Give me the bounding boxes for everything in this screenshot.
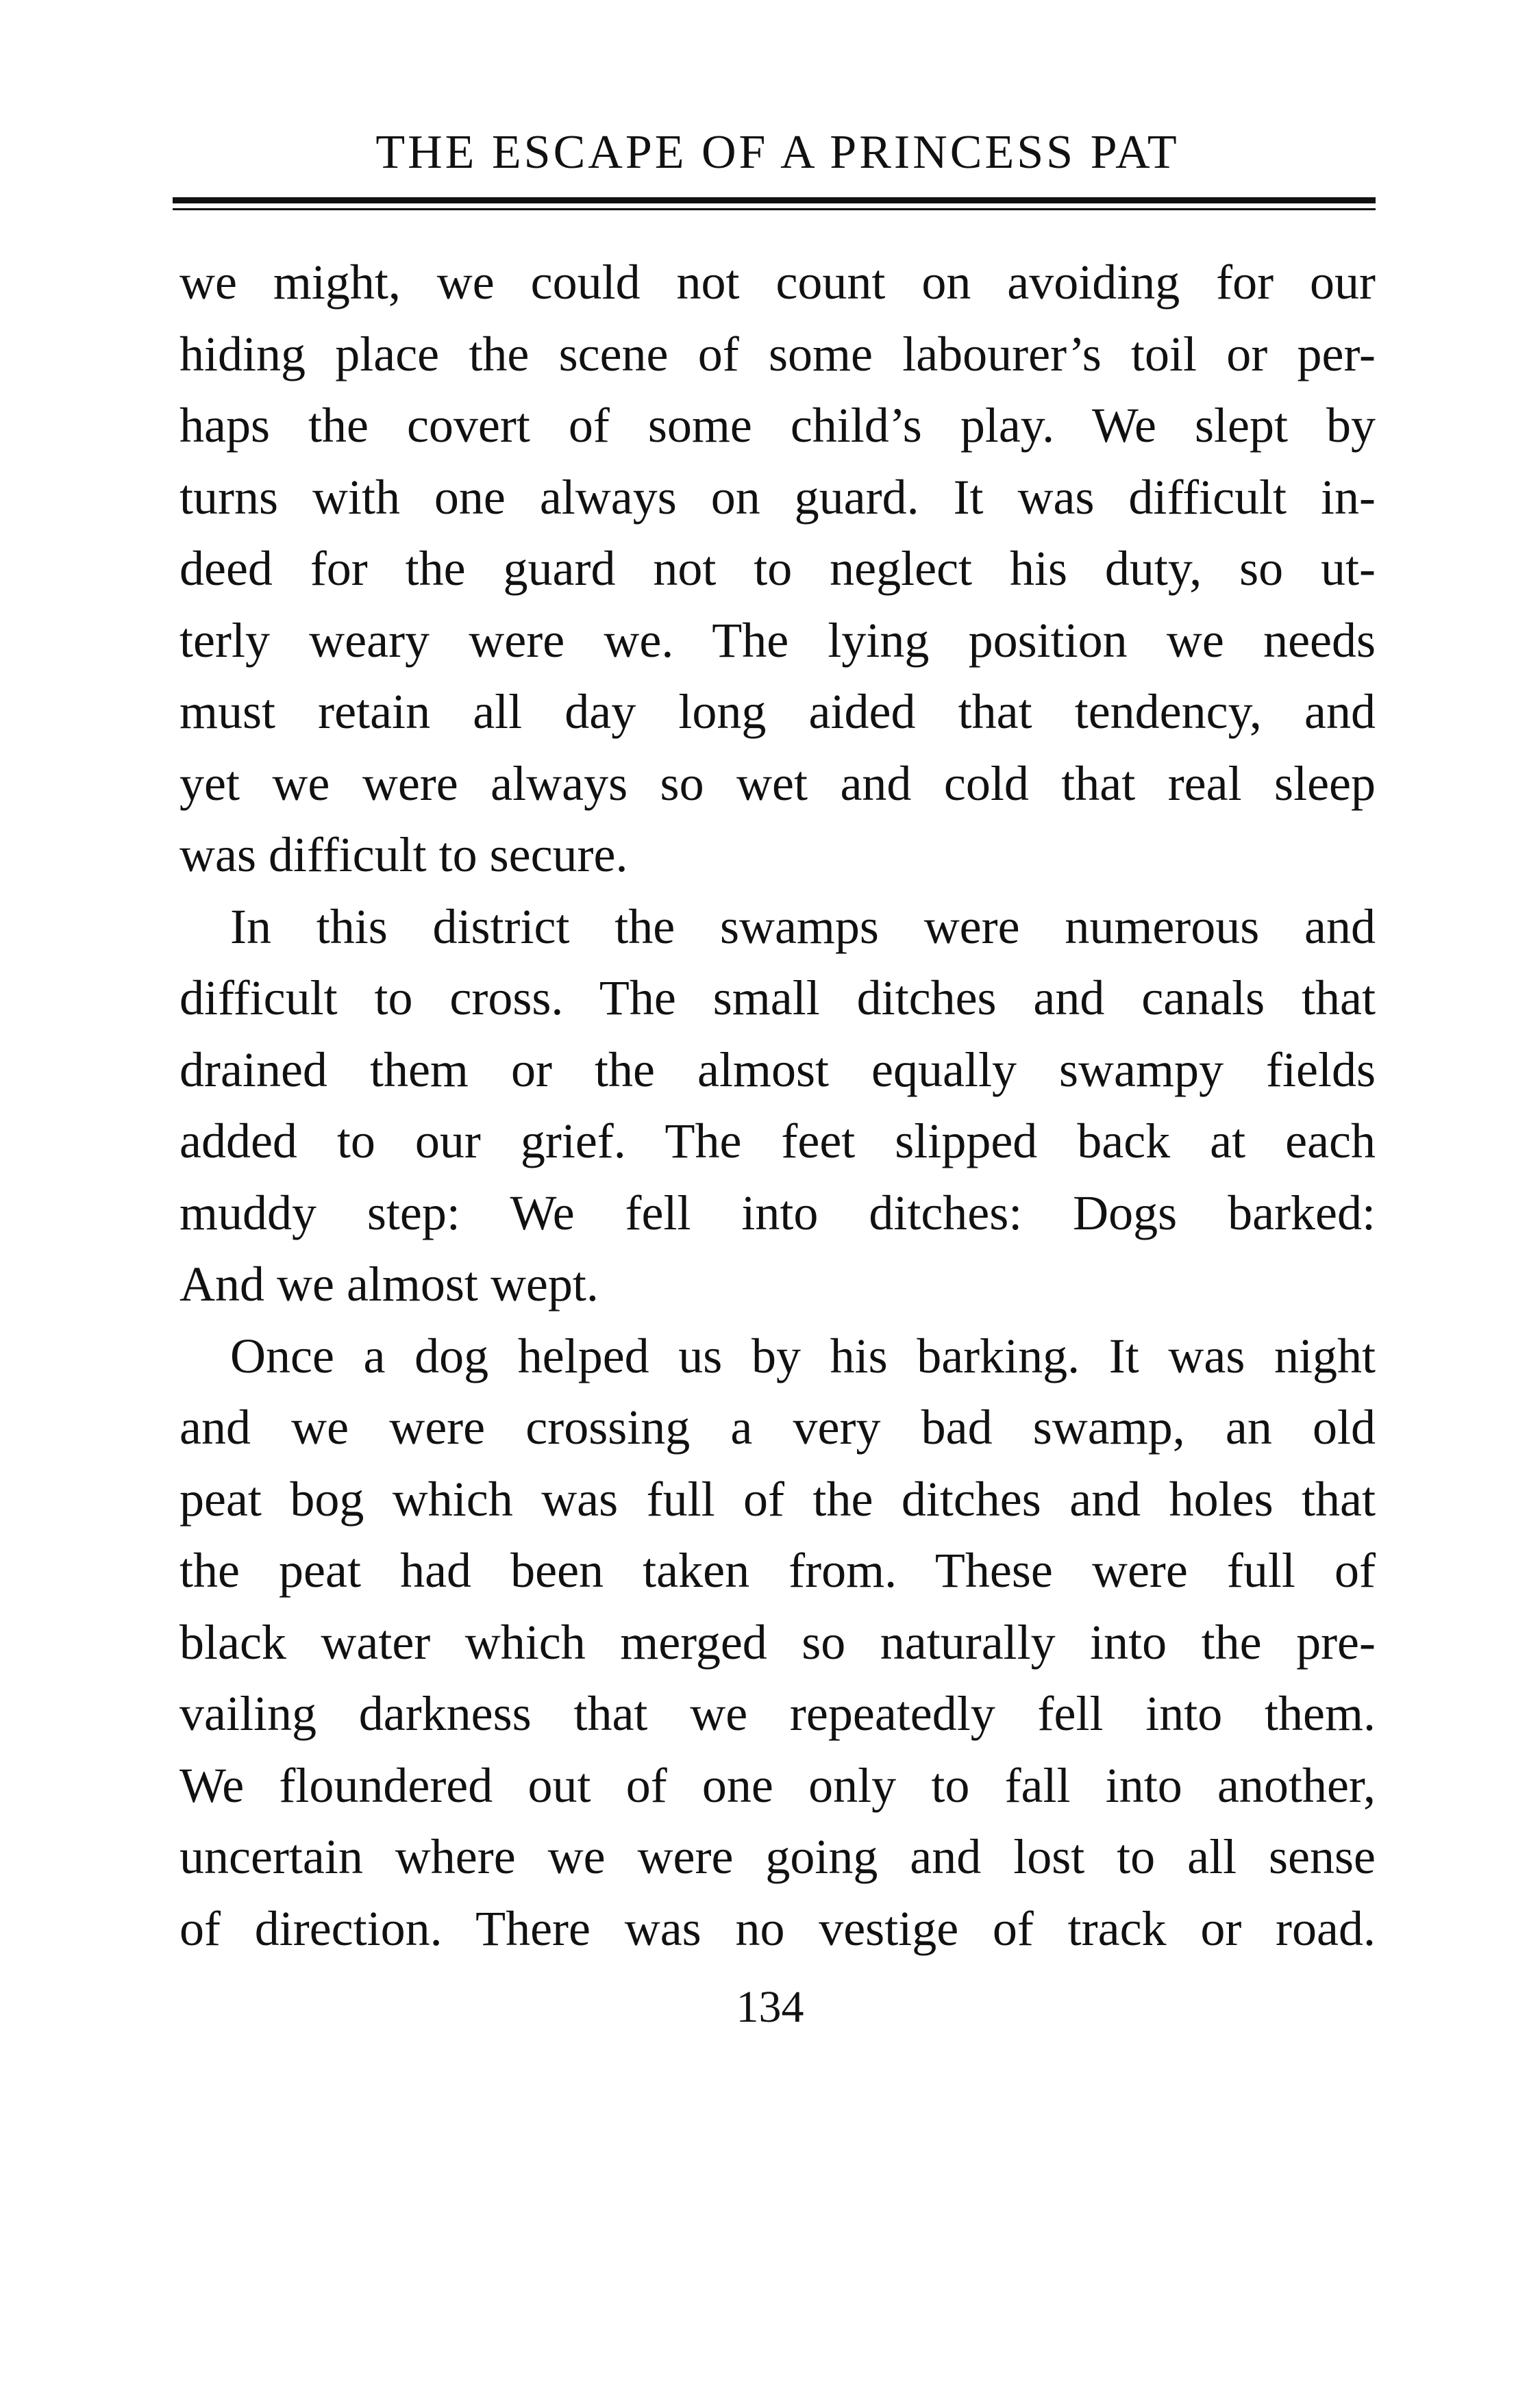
text-line: peat bog which was full of the ditches and holes that bbox=[179, 1472, 1376, 1527]
text-line: And we almost wept. bbox=[179, 1257, 599, 1312]
page-number: 134 bbox=[736, 1982, 804, 2032]
text-line: the peat had been taken from. These were full of bbox=[179, 1543, 1376, 1598]
text-line: turns with one always on guard. It was difficult in- bbox=[179, 470, 1376, 525]
text-line: muddy step: We fell into ditches: Dogs barked: bbox=[179, 1186, 1376, 1240]
header-rule-thin bbox=[173, 208, 1376, 210]
header-rule-thick bbox=[173, 197, 1376, 203]
text-line: yet we were always so wet and cold that real sleep bbox=[179, 756, 1376, 811]
text-line: difficult to cross. The small ditches and canals that bbox=[179, 970, 1376, 1025]
text-line: of direction. There was no vestige of track or road. bbox=[179, 1901, 1376, 1956]
text-line: drained them or the almost equally swampy fields bbox=[179, 1042, 1376, 1097]
text-line: vailing darkness that we repeatedly fell into them. bbox=[179, 1686, 1376, 1741]
text-line: was difficult to secure. bbox=[179, 827, 628, 882]
text-line: We floundered out of one only to fall into another, bbox=[179, 1758, 1376, 1813]
text-line: hiding place the scene of some labourer’s toil or per- bbox=[179, 327, 1376, 381]
text-line: black water which merged so naturally into the pre- bbox=[179, 1615, 1376, 1670]
text-line: deed for the guard not to neglect his duty, so ut- bbox=[179, 541, 1376, 596]
text-line: must retain all day long aided that tendency, and bbox=[179, 684, 1376, 739]
running-head: THE ESCAPE OF A PRINCESS PAT bbox=[375, 126, 1180, 179]
text-line: terly weary were we. The lying position we needs bbox=[179, 613, 1376, 668]
text-line: In this district the swamps were numerous and bbox=[230, 899, 1376, 954]
text-line: Once a dog helped us by his barking. It was night bbox=[230, 1329, 1376, 1383]
text-line: and we were crossing a very bad swamp, an old bbox=[179, 1400, 1376, 1455]
text-line: haps the covert of some child’s play. We slept by bbox=[179, 398, 1376, 453]
text-line: uncertain where we were going and lost to all sense bbox=[179, 1829, 1376, 1884]
text-line: we might, we could not count on avoiding for our bbox=[179, 255, 1376, 310]
text-line: added to our grief. The feet slipped back at each bbox=[179, 1114, 1376, 1168]
